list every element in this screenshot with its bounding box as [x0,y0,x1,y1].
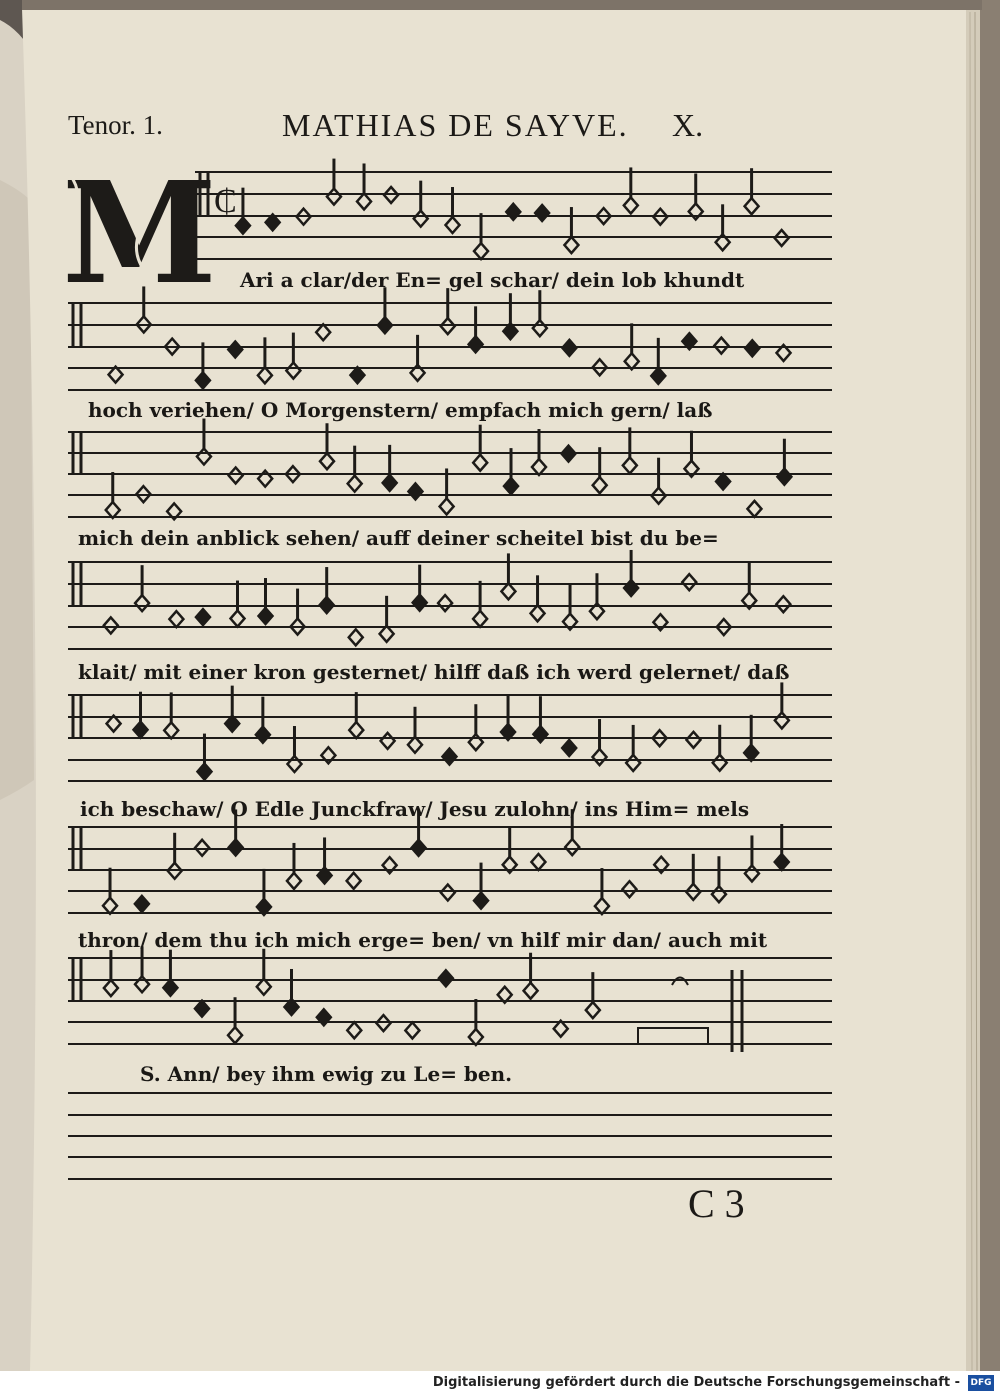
time-signature: ₵ [214,183,237,220]
lyric-line: klait/ mit einer kron gesternet/ hilff daß ich werd gelernet/ daß [78,660,790,684]
lyric-line: hoch veriehen/ O Morgenstern/ empfach mich gern/ laß [88,398,713,422]
piece-number: X. [672,107,704,143]
footer-bar [0,1371,1000,1397]
signature-mark: C 3 [688,1181,745,1226]
lyric-line: thron/ dem thu ich mich erge= ben/ vn hilf mir dan/ auch mit [78,928,768,952]
svg-text:M: M [62,152,217,316]
voice-label: Tenor. 1. [68,110,163,140]
dfg-logo: DFG [968,1375,994,1391]
lyric-line: Ari a clar/der En= gel schar/ dein lob khundt [240,268,745,292]
lyric-line: ich beschaw/ O Edle Junckfraw/ Jesu zulohn/ ins Him= mels [80,797,750,821]
initial-letter [62,152,217,316]
footer-credit: Digitalisierung gefördert durch die Deutsche Forschungsgemeinschaft - [432,1375,960,1390]
composer-name: MATHIAS DE SAYVE. [282,107,629,143]
lyric-line: S. Ann/ bey ihm ewig zu Le= ben. [140,1062,513,1086]
lyric-line: mich dein anblick sehen/ auff deiner scheitel bist du be= [78,526,719,550]
